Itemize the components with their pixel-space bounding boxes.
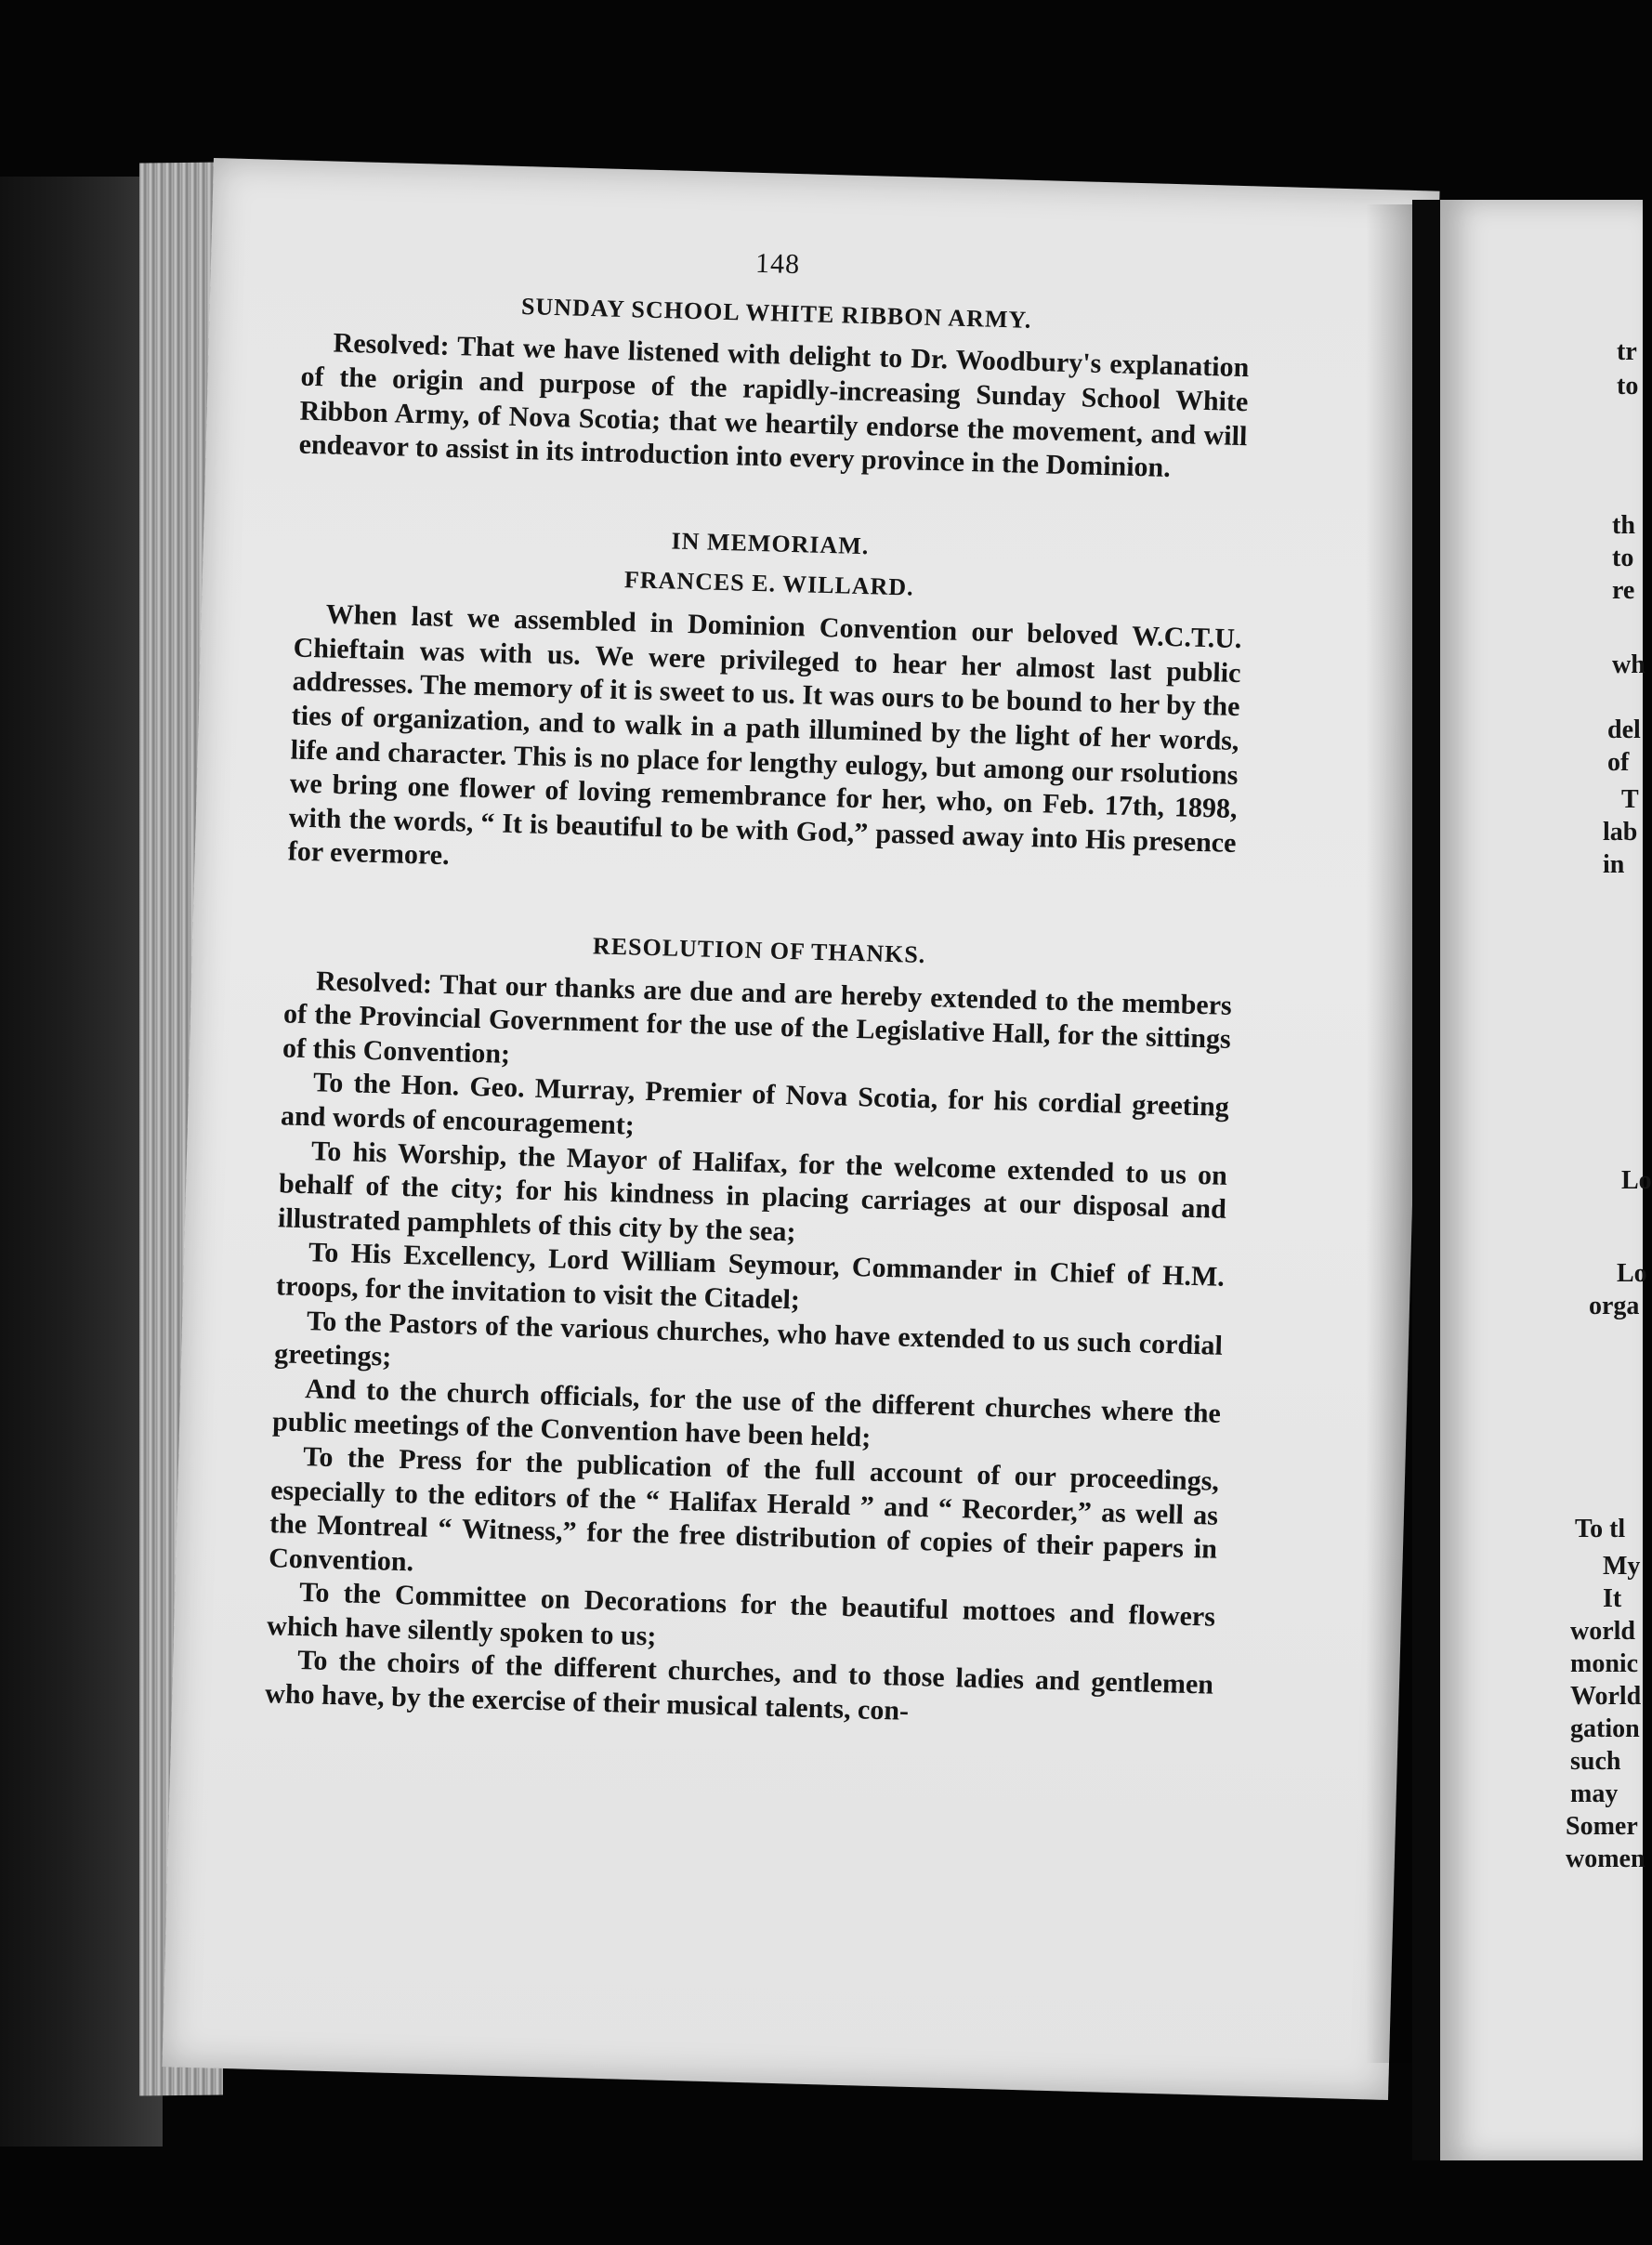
memoriam-subheading: FRANCES E. WILLARD.: [623, 566, 915, 601]
section-heading-memoriam: IN MEMORIAM.: [671, 527, 870, 559]
thanks-paragraph: And to the church officials, for the use of the different churches where the public meetings of the Convention have been held;: [271, 1372, 1222, 1453]
right-page-fragment: del: [1607, 716, 1641, 744]
right-page-fragment: Lo: [1617, 1259, 1647, 1288]
memoriam-paragraph: When last we assembled in Dominion Convention our beloved W.C.T.U. Chieftain was with us. We were privileged to hear her almost last public addresses. The memory of it is sweet to us. It was ours to be bound to her by the ties of organization, and to walk in a path illumined by the light of her words, life and character. This is no place for lengthy eulogy, but among our rsolutions we bring one flower of loving remembrance for her, who, on Feb. 17th, 1898, with the words, “ It is beautiful to be with God,” passed away into His presence for evermore.: [287, 598, 1242, 872]
right-page-fragment: T: [1621, 785, 1639, 814]
right-page-fragment: Lo: [1621, 1166, 1652, 1195]
right-page-fragment: world: [1570, 1617, 1635, 1646]
page-number: 148: [754, 247, 801, 281]
sunday-school-paragraph: Resolved: That we have listened with delight to Dr. Woodbury's explanation of the origin and purpose of the rapidly-increasing Sunday School White Ribbon Army, of Nova Scotia; that we heartily endorse the movement, and will endeavor to assist in its introduction into every province in the Dominion.: [298, 327, 1250, 484]
right-page-fragment: in: [1603, 850, 1625, 879]
thanks-paragraph: To the choirs of the different churches, and to those ladies and gentlemen who have, by the exercise of their musical talents, con-: [264, 1645, 1214, 1726]
thanks-paragraph: To his Worship, the Mayor of Halifax, for the welcome extended to us on behalf of the city; for his kindness in placing carriages at our disposal and illustrated pamphlets of this city by the sea;: [277, 1135, 1228, 1248]
right-page-fragment: such: [1570, 1747, 1621, 1776]
right-page-fragment: To tl: [1575, 1515, 1626, 1543]
right-page-fragment: to: [1617, 372, 1639, 400]
right-page-fragment: lab: [1603, 818, 1638, 847]
right-page-fragment: tr: [1617, 337, 1637, 366]
right-page-fragment: World: [1570, 1682, 1642, 1711]
left-page: [162, 158, 1439, 2100]
thanks-paragraph: To His Excellency, Lord William Seymour, Commander in Chief of H.M. troops, for the invitation to visit the Citadel;: [275, 1237, 1226, 1316]
right-page: [1440, 200, 1652, 2160]
thanks-paragraph: To the Pastors of the various churches, who have extended to us such cordial greetings;: [273, 1305, 1224, 1372]
right-page-fragment: may: [1570, 1779, 1619, 1808]
right-page-fragment: re: [1612, 576, 1635, 605]
right-page-fragment: women: [1566, 1845, 1645, 1873]
thanks-paragraph: To the Hon. Geo. Murray, Premier of Nova Scotia, for his cordial greeting and words of encouragement;: [280, 1067, 1230, 1141]
right-page-fragment: My: [1603, 1552, 1641, 1581]
page-content: [265, 235, 1252, 1738]
right-page-fragment: Somer: [1566, 1812, 1638, 1841]
right-page-fragment: monic: [1570, 1649, 1639, 1678]
section-heading-sunday-school: SUNDAY SCHOOL WHITE RIBBON ARMY.: [520, 292, 1032, 334]
right-page-fragment: orga: [1589, 1292, 1640, 1320]
right-page-fragment: th: [1612, 511, 1635, 540]
thanks-paragraph: Resolved: That our thanks are due and are hereby extended to the members of the Provincial Government for the use of the Legislative Hall, for the sittings of this Convention;: [282, 965, 1233, 1070]
thanks-paragraph: To the Press for the publication of the full account of our proceedings, especially to the editors of the “ Halifax Herald ” and “ Recorder,” as well as the Montreal “ Witness,” for the free distribution of copies of their papers in Convention.: [268, 1441, 1220, 1578]
right-page-fragment: wh: [1612, 650, 1645, 679]
right-page-fragment: to: [1612, 544, 1634, 572]
right-page-fragment: It: [1603, 1584, 1622, 1613]
section-heading-thanks: RESOLUTION OF THANKS.: [592, 932, 926, 968]
book-binding: [0, 177, 163, 2147]
thanks-paragraph: To the Committee on Decorations for the beautiful mottoes and flowers which have silently spoken to us;: [266, 1577, 1216, 1652]
page-divider: [1412, 200, 1440, 2160]
right-page-fragment: gation: [1570, 1714, 1640, 1743]
right-page-fragment: of: [1607, 748, 1630, 777]
